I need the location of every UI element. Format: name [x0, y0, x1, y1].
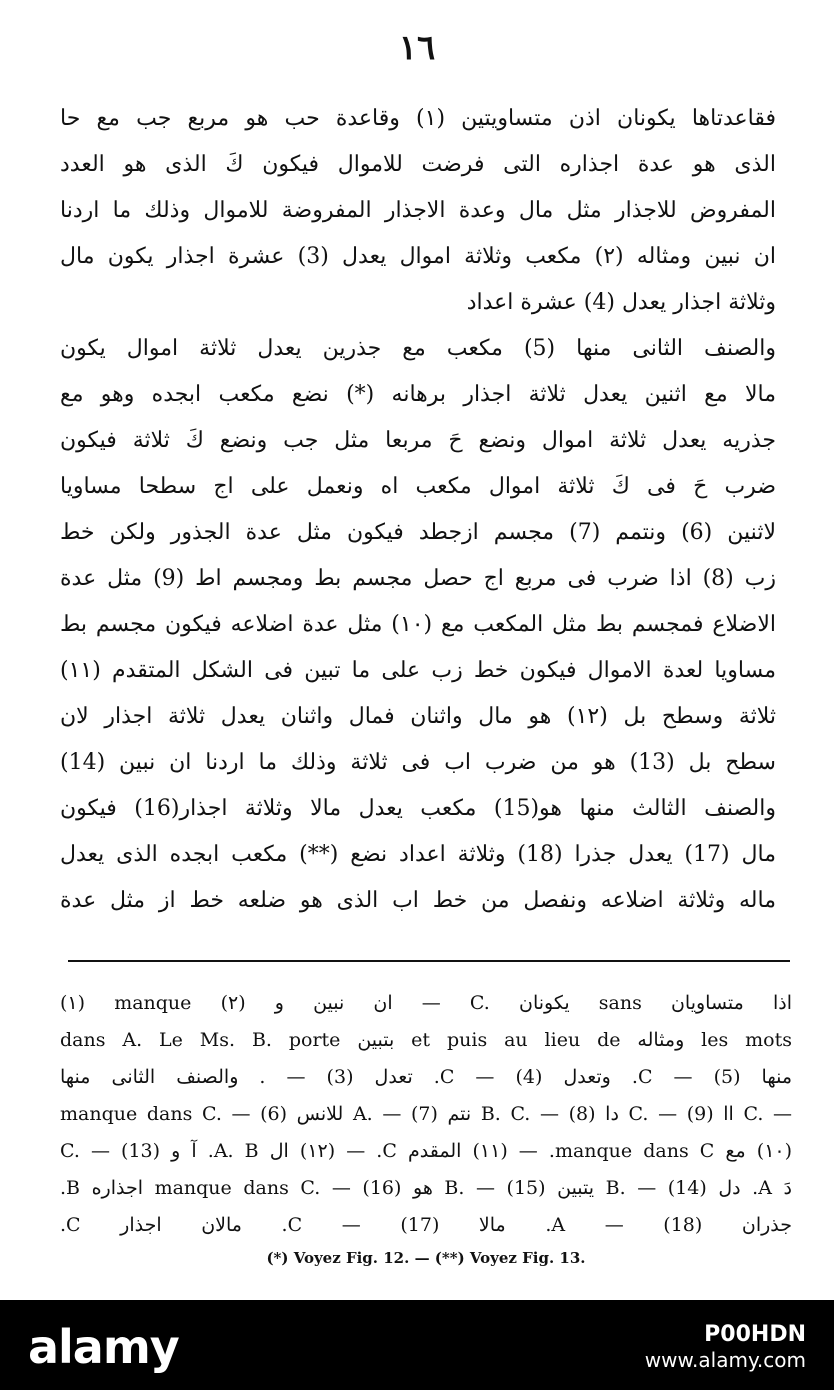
text-line: ماله وثلاثة اضلاعه ونفصل من خط اب الذى هو ضلعه خط از مثل عدة — [60, 888, 776, 913]
footnote-line: (١٠) مع manque dans C. — (١١) المقدم C. — (١٢) ال A. B. آ و C. — (13) — [60, 1140, 792, 1162]
text-line: المفروض للاجذار مثل مال وعدة الاجذار المفروضة للاموال وذلك ما اردنا — [60, 198, 776, 223]
text-line: مال (17) يعدل جذرا (18) وثلاثة اعداد نضع (**) مكعب ابجده الذى يعدل — [60, 842, 776, 867]
footnote-line: جذران (18) — A. مالا (17) — C. مالان اجذار C. — [60, 1214, 792, 1236]
text-line: سطح بل (13) هو من ضرب اب فى ثلاثة وذلك ما اردنا ان نبين (14) — [60, 750, 776, 775]
watermark-footer — [0, 1300, 834, 1390]
site-url: www.alamy.com — [644, 1348, 806, 1372]
text-line: جذريه يعدل ثلاثة اموال ونضع حَ مربعا مثل جب ونضع كَ ثلاثة فيكون — [60, 428, 776, 453]
image-credit — [645, 1322, 806, 1372]
text-line: لاثنين (6) ونتمم (7) مجسم ازجطد فيكون مثل عدة الجذور ولكن خط — [60, 520, 776, 545]
text-line: زب (8) اذا ضرب فى مربع اج حصل مجسم بط ومجسم اط (9) مثل عدة — [60, 566, 776, 591]
footnote-line: manque dans C. — (6) للانس A. — (7) نتم B. C. — (8) دا C. — (9) اا C. — — [60, 1103, 792, 1125]
footnote-line: (١) manque ان نبين و (٢) — C. يكونان sans اذا متساويان — [60, 992, 792, 1014]
text-line: والصنف الثالث منها هو(15) مكعب يعدل مالا وثلاثة اجذار(16) فيكون — [60, 796, 776, 821]
footnotes — [60, 985, 792, 1272]
footnote-divider — [68, 960, 790, 962]
text-line: وثلاثة اجذار يعدل (4) عشرة اعداد — [466, 290, 776, 315]
footnote-line: dans A. Le Ms. B. porte بتبين et puis au lieu de ومثاله les mots — [60, 1029, 792, 1051]
image-id: P00HDN — [704, 1322, 806, 1347]
text-line: والصنف الثانى منها (5) مكعب مع جذرين يعدل ثلاثة اموال يكون — [60, 336, 776, 361]
text-line: مساويا لعدة الاموال فيكون خط زب على ما تبين فى الشكل المتقدم (١١) — [60, 658, 776, 683]
text-line: الاضلاع فمجسم بط مثل المكعب مع (١٠) مثل عدة اضلاعه فيكون مجسم بط — [60, 612, 776, 637]
text-line: ان نبين ومثاله (٢) مكعب وثلاثة اموال يعدل (3) عشرة اجذار يكون مال — [60, 244, 776, 269]
figure-references: (*) Voyez Fig. 12. — (**) Voyez Fig. 13. — [266, 1249, 586, 1267]
arabic-main-text — [60, 96, 776, 924]
footnote-line: دَ A. دل B. — (14) يتبين B. — (15) هو manque dans C. — (16) اجذاره B. — [60, 1177, 792, 1199]
text-line: فقاعدتاها يكونان اذن متساويتين (١) وقاعدة حب هو مربع جب مع حا — [60, 106, 776, 131]
text-line: مالا مع اثنين يعدل ثلاثة اجذار برهانه (*) نضع مكعب ابجده وهو مع — [60, 382, 776, 407]
text-line: ثلاثة وسطح بل (١٢) هو مال واثنان فمال واثنان يعدل ثلاثة اجذار لان — [60, 704, 776, 729]
footnote-line: منها (5) — C. وتعدل (4) — C. تعدل (3) — . والصنف الثانى منها — [60, 1066, 792, 1088]
text-line: ضرب حَ فى كَ ثلاثة اموال مكعب اه ونعمل على اج سطحا مساويا — [60, 474, 776, 499]
alamy-logo: alamy — [28, 1320, 179, 1374]
text-line: الذى هو عدة اجذاره التى فرضت للاموال فيكون كَ الذى هو العدد — [60, 152, 776, 177]
page-number: ١٦ — [398, 28, 436, 68]
